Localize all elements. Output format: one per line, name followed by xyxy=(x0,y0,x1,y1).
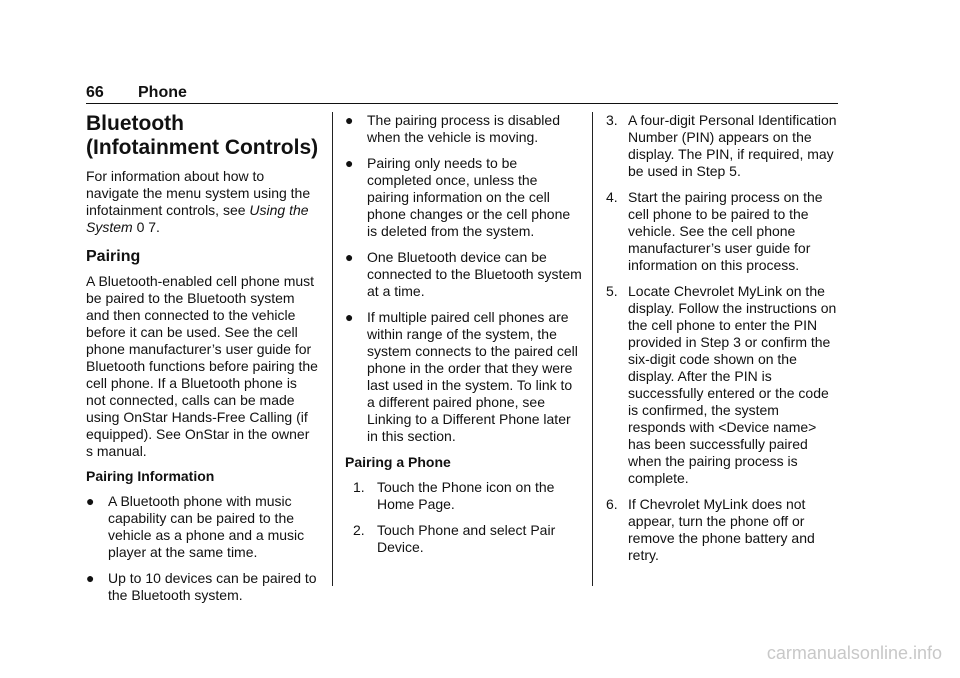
list-item xyxy=(345,249,582,300)
column-divider xyxy=(592,112,593,586)
watermark: carmanualsonline.info xyxy=(766,643,942,663)
list-item-text: Pairing only needs to be completed once, unless the pairing information on the cell phone changes or the cell phone is deleted from the system. xyxy=(367,155,571,239)
list-item-text: A Bluetooth phone with music capability can be paired to the vehicle as a phone and a music player at the same time. xyxy=(108,493,305,560)
list-item xyxy=(86,570,320,604)
bullet-icon: ● xyxy=(86,493,95,509)
bullet-icon: ● xyxy=(345,155,354,171)
list-item xyxy=(86,493,320,561)
list-item-text: If multiple paired cell phones are within range of the system, the system connects to the paired cell phone in the order that they were last used in the system. To link to a different paired phone, see Linking to a Different Phone later in this section. xyxy=(367,309,578,444)
bullet-icon: ● xyxy=(345,249,354,265)
page-reference: 0 7. xyxy=(136,219,160,235)
step-item xyxy=(345,522,582,556)
step-text: Touch Phone and select Pair Device. xyxy=(377,522,556,555)
step-text: Start the pairing process on the cell phone to be paired to the vehicle. See the cell phone manufacturer’s user guide for information on this process. xyxy=(628,189,823,273)
step-text: Touch the Phone icon on the Home Page. xyxy=(377,479,555,512)
step-number: 2. xyxy=(353,522,365,538)
cross-reference-link[interactable]: Using the System xyxy=(86,202,309,235)
column-2 xyxy=(345,108,582,565)
section-title: Phone xyxy=(138,84,187,101)
bullet-icon: ● xyxy=(345,112,354,128)
step-text: If Chevrolet MyLink does not appear, turn the phone off or remove the phone battery and retry. xyxy=(628,496,815,563)
pairing-paragraph: A Bluetooth-enabled cell phone must be paired to the Bluetooth system and then connected to the vehicle before it can be used. See the cell phone manufacturer’s user guide for Bluetooth functions before pairing the cell phone. If a Bluetooth phone is not connected, calls can be made using OnStar Hands-Free Calling (if equipped). See OnStar in the owner s manual. xyxy=(86,273,318,459)
step-item xyxy=(606,283,840,487)
list-item-text: One Bluetooth device can be connected to the Bluetooth system at a time. xyxy=(367,249,582,299)
pairing-heading: Pairing xyxy=(86,248,141,265)
step-item xyxy=(606,189,840,274)
step-number: 6. xyxy=(606,496,618,512)
list-item-text: The pairing process is disabled when the vehicle is moving. xyxy=(367,112,560,145)
page-header xyxy=(86,84,838,104)
intro-paragraph xyxy=(86,168,320,236)
step-text: A four-digit Personal Identification Number (PIN) appears on the display. The PIN, if required, may be used in Step 5. xyxy=(628,112,837,179)
list-item xyxy=(345,155,582,240)
step-number: 3. xyxy=(606,112,618,128)
pairing-info-heading: Pairing Information xyxy=(86,468,215,484)
list-item xyxy=(345,309,582,445)
bullet-icon: ● xyxy=(86,570,95,586)
steps-list xyxy=(345,479,582,556)
step-number: 5. xyxy=(606,283,618,299)
step-item xyxy=(606,496,840,564)
page-number: 66 xyxy=(86,84,104,101)
column-1 xyxy=(86,108,320,613)
step-number: 4. xyxy=(606,189,618,205)
list-item-text: Up to 10 devices can be paired to the Bluetooth system. xyxy=(108,570,317,603)
step-number: 1. xyxy=(353,479,365,495)
step-item xyxy=(345,479,582,513)
pairing-phone-heading: Pairing a Phone xyxy=(345,454,451,470)
list-item xyxy=(345,112,582,146)
bullet-icon: ● xyxy=(345,309,354,325)
column-divider xyxy=(332,112,333,586)
step-text: Locate Chevrolet MyLink on the display. Follow the instructions on the cell phone to enter the PIN provided in Step 3 or confirm the six-digit code shown on the display. After the PIN is successfully entered or the code is confirmed, the system responds with <Device name> has been successfully paired when the pairing process is complete. xyxy=(628,283,837,486)
step-item xyxy=(606,112,840,180)
intro-text: For information about how to navigate the menu system using the infotainment controls, see xyxy=(86,168,311,218)
column-3 xyxy=(606,108,840,573)
page-title: Bluetooth (Infotainment Controls) xyxy=(86,112,319,159)
